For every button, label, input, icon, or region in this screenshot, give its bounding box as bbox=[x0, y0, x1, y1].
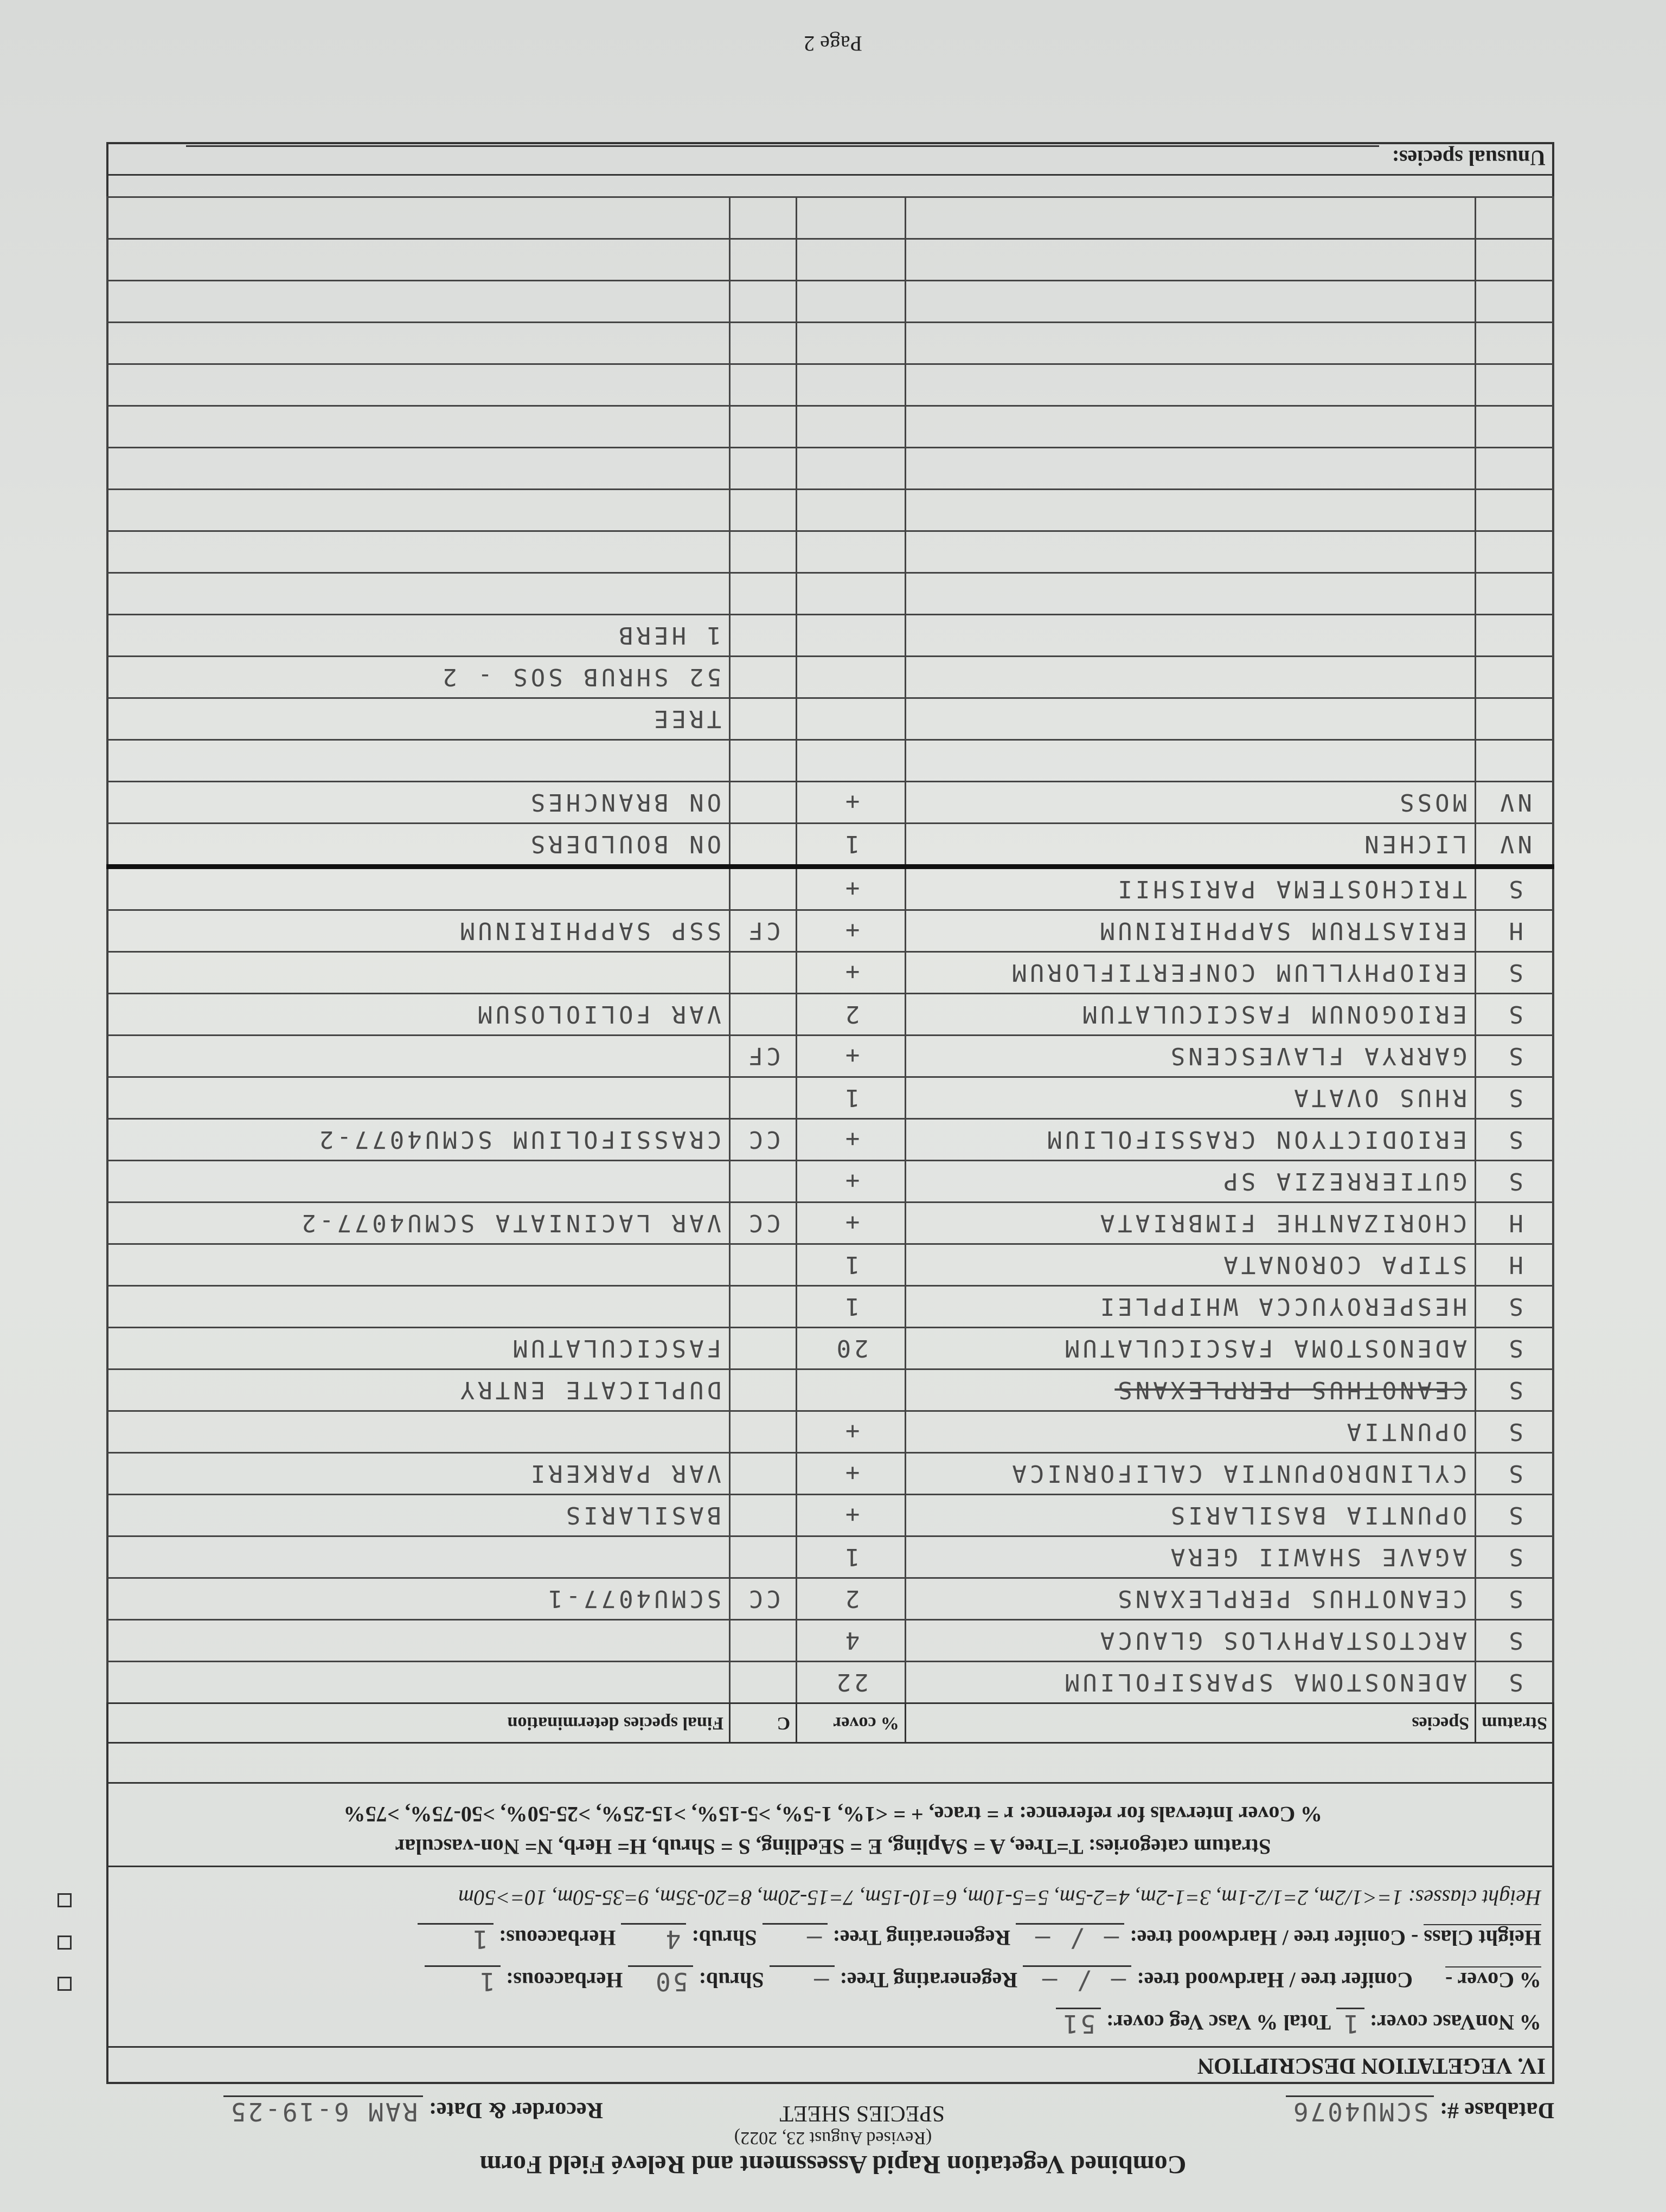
table-row bbox=[107, 364, 1554, 406]
table-row bbox=[107, 1536, 1554, 1578]
cover-cell[interactable]: + bbox=[797, 1161, 906, 1203]
final-determination-cell[interactable]: SSP SAPPHIRINUM bbox=[107, 910, 730, 952]
final-determination-cell[interactable] bbox=[107, 1077, 730, 1119]
final-determination-cell[interactable]: TREE bbox=[107, 698, 730, 740]
c-cell[interactable] bbox=[730, 1620, 797, 1662]
c-cell[interactable] bbox=[730, 1244, 797, 1286]
final-determination-cell[interactable]: ON BRANCHES bbox=[107, 782, 730, 824]
species-cell[interactable]: ADENOSTOMA FASCICULATUM bbox=[906, 1328, 1476, 1369]
species-cell[interactable]: MOSS bbox=[906, 782, 1476, 824]
separator-line bbox=[106, 1782, 1554, 1784]
stratum-cell[interactable]: S bbox=[1476, 994, 1554, 1036]
final-determination-cell[interactable] bbox=[107, 1244, 730, 1286]
cover-cell[interactable]: 2 bbox=[797, 994, 906, 1036]
nonvasc-label: % NonVasc cover: bbox=[1369, 2010, 1541, 2035]
table-row bbox=[107, 197, 1554, 239]
cover-cell[interactable]: + bbox=[797, 1119, 906, 1161]
final-determination-cell[interactable]: SCMU4077-1 bbox=[107, 1578, 730, 1620]
species-cell[interactable]: ARCTOSTAPHYLOS GLAUCA bbox=[906, 1620, 1476, 1662]
header-cover: % cover bbox=[797, 1703, 906, 1743]
table-row bbox=[107, 615, 1554, 657]
species-cell[interactable] bbox=[906, 490, 1476, 531]
final-determination-cell[interactable] bbox=[107, 573, 730, 615]
cover-cell[interactable]: 22 bbox=[797, 1662, 906, 1703]
stratum-cell[interactable]: S bbox=[1476, 1536, 1554, 1578]
cover-cell[interactable]: 20 bbox=[797, 1328, 906, 1369]
final-determination-cell[interactable] bbox=[107, 1662, 730, 1703]
cover-cell[interactable]: + bbox=[797, 952, 906, 994]
stratum-cell[interactable]: S bbox=[1476, 1077, 1554, 1119]
final-determination-cell[interactable]: BASILARIS bbox=[107, 1495, 730, 1536]
species-cell[interactable]: CEANOTHUS PERPLEXANS bbox=[906, 1578, 1476, 1620]
species-cell[interactable] bbox=[906, 364, 1476, 406]
final-determination-cell[interactable] bbox=[107, 867, 730, 910]
c-cell[interactable] bbox=[730, 1161, 797, 1203]
cover-cell[interactable] bbox=[797, 406, 906, 448]
table-row bbox=[107, 1286, 1554, 1328]
cover-cell[interactable]: + bbox=[797, 1453, 906, 1495]
c-cell[interactable] bbox=[730, 867, 797, 910]
cover-cell[interactable] bbox=[797, 698, 906, 740]
cover-cell[interactable]: 1 bbox=[797, 1536, 906, 1578]
stratum-cell[interactable] bbox=[1476, 197, 1554, 239]
cover-cell[interactable]: 1 bbox=[797, 1244, 906, 1286]
cover-cell[interactable] bbox=[797, 615, 906, 657]
final-determination-cell[interactable]: VAR FOLIOLOSUM bbox=[107, 994, 730, 1036]
c-cell[interactable] bbox=[730, 615, 797, 657]
stratum-cell[interactable] bbox=[1476, 531, 1554, 573]
species-cell[interactable]: GARRYA FLAVESCENS bbox=[906, 1036, 1476, 1077]
final-determination-cell[interactable] bbox=[107, 448, 730, 490]
cover-cell[interactable]: + bbox=[797, 1203, 906, 1244]
cover-cell[interactable] bbox=[797, 281, 906, 323]
stratum-cell[interactable]: S bbox=[1476, 1328, 1554, 1369]
species-cell[interactable]: ADENOSTOMA SPARSIFOLIUM bbox=[906, 1662, 1476, 1703]
c-cell[interactable] bbox=[730, 1369, 797, 1411]
c-cell[interactable]: CC bbox=[730, 1119, 797, 1161]
stratum-cell[interactable]: H bbox=[1476, 1244, 1554, 1286]
final-determination-cell[interactable] bbox=[107, 490, 730, 531]
table-row bbox=[107, 1161, 1554, 1203]
stratum-cell[interactable]: S bbox=[1476, 1161, 1554, 1203]
c-cell[interactable] bbox=[730, 1077, 797, 1119]
cover-cell[interactable] bbox=[797, 364, 906, 406]
database-field bbox=[1286, 2095, 1554, 2126]
stratum-cell[interactable]: S bbox=[1476, 1286, 1554, 1328]
species-sheet-label: SPECIES SHEET bbox=[779, 2101, 945, 2126]
final-determination-cell[interactable]: 1 HERB bbox=[107, 615, 730, 657]
cover-label: % Cover - bbox=[1445, 1966, 1541, 1993]
final-determination-cell[interactable]: ON BOULDERS bbox=[107, 824, 730, 867]
cover-cell[interactable]: + bbox=[797, 1036, 906, 1077]
stratum-cell[interactable] bbox=[1476, 573, 1554, 615]
height-shrub-label: Shrub: bbox=[691, 1926, 757, 1950]
table-row bbox=[107, 824, 1554, 867]
table-row bbox=[107, 1369, 1554, 1411]
cover-cell[interactable]: + bbox=[797, 782, 906, 824]
cover-cell[interactable] bbox=[797, 573, 906, 615]
cover-cell[interactable]: 2 bbox=[797, 1578, 906, 1620]
final-determination-cell[interactable] bbox=[107, 281, 730, 323]
final-determination-cell[interactable]: DUPLICATE ENTRY bbox=[107, 1369, 730, 1411]
species-cell[interactable]: CEANOTHUS PERPLEXANS bbox=[906, 1369, 1476, 1411]
cover-summary-row bbox=[1056, 2008, 1541, 2039]
c-cell[interactable]: CC bbox=[730, 1578, 797, 1620]
total-value[interactable]: 51 bbox=[1056, 2008, 1101, 2039]
recorder-field bbox=[223, 2095, 603, 2126]
cover-cell[interactable]: 1 bbox=[797, 1077, 906, 1119]
species-table bbox=[106, 196, 1554, 1744]
table-row bbox=[107, 1328, 1554, 1369]
species-cell[interactable]: TRICHOSTEMA PARISHII bbox=[906, 867, 1476, 910]
page-number: Page 2 bbox=[804, 31, 862, 56]
stratum-cell[interactable] bbox=[1476, 364, 1554, 406]
header-species: Species bbox=[906, 1703, 1476, 1743]
unusual-species-field[interactable] bbox=[186, 145, 1379, 166]
c-cell[interactable] bbox=[730, 782, 797, 824]
table-row bbox=[107, 657, 1554, 698]
height-regen-label: Regenerating Tree: bbox=[832, 1926, 1011, 1950]
species-cell[interactable] bbox=[906, 531, 1476, 573]
final-determination-cell[interactable]: 52 SHRUB SOS - 2 bbox=[107, 657, 730, 698]
checkbox-3[interactable] bbox=[57, 1893, 72, 1907]
cover-cell[interactable] bbox=[797, 1369, 906, 1411]
species-cell[interactable] bbox=[906, 281, 1476, 323]
species-cell[interactable] bbox=[906, 657, 1476, 698]
height-label: Height Class bbox=[1424, 1924, 1541, 1951]
c-cell[interactable] bbox=[730, 1411, 797, 1453]
species-cell[interactable]: AGAVE SHAWII GERA bbox=[906, 1536, 1476, 1578]
height-classes-note: Height classes: 1=<1/2m, 2=1/2-1m, 3=1-2m, 4=2-5m, 5=5-10m, 6=10-15m, 7=15-20m, 8=20-35m, 9=35-50m, 10=>50m bbox=[458, 1886, 1541, 1910]
c-cell[interactable] bbox=[730, 1286, 797, 1328]
species-cell[interactable] bbox=[906, 573, 1476, 615]
c-cell[interactable] bbox=[730, 952, 797, 994]
final-determination-cell[interactable] bbox=[107, 406, 730, 448]
c-cell[interactable] bbox=[730, 490, 797, 531]
checkbox-2[interactable] bbox=[57, 1935, 72, 1950]
section-title: IV. VEGETATION DESCRIPTION bbox=[106, 2046, 1554, 2084]
stratum-cell[interactable]: S bbox=[1476, 1119, 1554, 1161]
c-cell[interactable] bbox=[730, 573, 797, 615]
table-row bbox=[107, 1578, 1554, 1620]
cover-cell[interactable] bbox=[797, 239, 906, 281]
c-cell[interactable] bbox=[730, 1453, 797, 1495]
stratum-cell[interactable]: S bbox=[1476, 1036, 1554, 1077]
checkbox-1[interactable] bbox=[57, 1977, 72, 1991]
database-label: Database #: bbox=[1439, 2098, 1554, 2123]
height-herb-value[interactable]: 1 bbox=[418, 1923, 494, 1954]
cover-cell[interactable] bbox=[797, 531, 906, 573]
c-cell[interactable]: CF bbox=[730, 910, 797, 952]
table-row bbox=[107, 1495, 1554, 1536]
c-cell[interactable] bbox=[730, 531, 797, 573]
table-row bbox=[107, 1077, 1554, 1119]
cover-row bbox=[425, 1965, 1541, 1996]
height-conifer-label: - Conifer tree / Hardwood tree: bbox=[1130, 1926, 1419, 1950]
table-row bbox=[107, 867, 1554, 910]
table-row bbox=[107, 740, 1554, 782]
species-cell[interactable] bbox=[906, 406, 1476, 448]
c-cell[interactable] bbox=[730, 448, 797, 490]
cover-cell[interactable]: + bbox=[797, 910, 906, 952]
cover-conifer-label: Conifer tree / Hardwood tree: bbox=[1137, 1968, 1413, 1992]
species-cell[interactable]: CYLINDROPUNTIA CALIFORNICA bbox=[906, 1453, 1476, 1495]
final-determination-cell[interactable]: FASCICULATUM bbox=[107, 1328, 730, 1369]
stratum-cell[interactable]: S bbox=[1476, 1662, 1554, 1703]
database-value[interactable]: SCMU4076 bbox=[1286, 2095, 1434, 2126]
cover-cell[interactable]: + bbox=[797, 1411, 906, 1453]
table-row bbox=[107, 994, 1554, 1036]
stratum-cell[interactable]: S bbox=[1476, 1578, 1554, 1620]
species-cell[interactable] bbox=[906, 323, 1476, 364]
cover-regen-value[interactable]: – bbox=[770, 1965, 835, 1996]
species-cell[interactable]: ERIODICTYON CRASSIFOLIUM bbox=[906, 1119, 1476, 1161]
table-row bbox=[107, 1203, 1554, 1244]
cover-cell[interactable]: + bbox=[797, 867, 906, 910]
cover-herb-label: Herbaceous: bbox=[505, 1968, 623, 1992]
cover-shrub-value[interactable]: 50 bbox=[629, 1965, 694, 1996]
c-cell[interactable] bbox=[730, 740, 797, 782]
cover-cell[interactable] bbox=[797, 448, 906, 490]
c-cell[interactable]: CC bbox=[730, 1203, 797, 1244]
table-row bbox=[107, 1662, 1554, 1703]
cover-cell[interactable]: 1 bbox=[797, 824, 906, 867]
final-determination-cell[interactable]: CRASSIFOLIUM SCMU4077-2 bbox=[107, 1119, 730, 1161]
c-cell[interactable] bbox=[730, 1662, 797, 1703]
final-determination-cell[interactable] bbox=[107, 197, 730, 239]
unusual-species-row bbox=[106, 142, 1554, 176]
final-determination-cell[interactable] bbox=[107, 323, 730, 364]
cover-cell[interactable] bbox=[797, 740, 906, 782]
species-cell[interactable] bbox=[906, 615, 1476, 657]
final-determination-cell[interactable]: VAR PARKERI bbox=[107, 1453, 730, 1495]
table-row bbox=[107, 239, 1554, 281]
stratum-cell[interactable]: S bbox=[1476, 1453, 1554, 1495]
cover-regen-label: Regenerating Tree: bbox=[840, 1968, 1018, 1992]
species-cell[interactable]: GUTIERREZIA SP bbox=[906, 1161, 1476, 1203]
table-row bbox=[107, 1036, 1554, 1077]
table-row bbox=[107, 531, 1554, 573]
recorder-value[interactable]: RAM 6-19-25 bbox=[223, 2095, 424, 2126]
form-revised: (Revised August 23, 2022) bbox=[734, 2128, 932, 2148]
c-cell[interactable] bbox=[730, 364, 797, 406]
stratum-cell[interactable]: NV bbox=[1476, 824, 1554, 867]
table-row bbox=[107, 323, 1554, 364]
species-cell[interactable] bbox=[906, 448, 1476, 490]
species-cell[interactable]: CHORIZANTHE FIMBRIATA bbox=[906, 1203, 1476, 1244]
table-row bbox=[107, 1411, 1554, 1453]
table-row bbox=[107, 573, 1554, 615]
c-cell[interactable] bbox=[730, 406, 797, 448]
cover-shrub-label: Shrub: bbox=[699, 1968, 764, 1992]
species-cell[interactable]: HESPEROYUCCA WHIPPLEI bbox=[906, 1286, 1476, 1328]
c-cell[interactable] bbox=[730, 239, 797, 281]
cover-cell[interactable] bbox=[797, 323, 906, 364]
table-row bbox=[107, 782, 1554, 824]
species-cell[interactable]: ERIASTRUM SAPPHIRINUM bbox=[906, 910, 1476, 952]
header-c: C bbox=[730, 1703, 797, 1743]
c-cell[interactable] bbox=[730, 698, 797, 740]
final-determination-cell[interactable] bbox=[107, 1620, 730, 1662]
c-cell[interactable]: CF bbox=[730, 1036, 797, 1077]
c-cell[interactable] bbox=[730, 994, 797, 1036]
c-cell[interactable] bbox=[730, 281, 797, 323]
table-row bbox=[107, 1244, 1554, 1286]
species-cell[interactable]: LICHEN bbox=[906, 824, 1476, 867]
final-determination-cell[interactable] bbox=[107, 1536, 730, 1578]
species-cell[interactable]: STIPA CORONATA bbox=[906, 1244, 1476, 1286]
stratum-cell[interactable]: S bbox=[1476, 867, 1554, 910]
table-row bbox=[107, 1620, 1554, 1662]
cover-cell[interactable]: + bbox=[797, 1495, 906, 1536]
species-cell[interactable]: ERIOPHYLLUM CONFERTIFLORUM bbox=[906, 952, 1476, 994]
cover-intervals-note: % Cover Intervals for reference: r = trace, + = <1%, 1-5%, >5-15%, >15-25%, >25-50%, >50-75%, >75% bbox=[343, 1802, 1323, 1827]
header-stratum: Stratum bbox=[1476, 1703, 1554, 1743]
recorder-label: Recorder & Date: bbox=[428, 2098, 603, 2123]
stratum-cell[interactable]: H bbox=[1476, 910, 1554, 952]
stratum-cell[interactable]: H bbox=[1476, 1203, 1554, 1244]
final-determination-cell[interactable] bbox=[107, 1286, 730, 1328]
species-cell[interactable]: OPUNTIA bbox=[906, 1411, 1476, 1453]
table-row bbox=[107, 490, 1554, 531]
species-cell[interactable]: ERIOGONUM FASCICULATUM bbox=[906, 994, 1476, 1036]
stratum-cell[interactable]: S bbox=[1476, 1495, 1554, 1536]
table-row bbox=[107, 406, 1554, 448]
stratum-cell[interactable] bbox=[1476, 615, 1554, 657]
stratum-cell[interactable] bbox=[1476, 698, 1554, 740]
final-determination-cell[interactable] bbox=[107, 1411, 730, 1453]
c-cell[interactable] bbox=[730, 657, 797, 698]
height-shrub-value[interactable]: 4 bbox=[621, 1923, 686, 1954]
separator-line bbox=[106, 1866, 1554, 1867]
stratum-cell[interactable] bbox=[1476, 406, 1554, 448]
cover-cell[interactable] bbox=[797, 657, 906, 698]
c-cell[interactable] bbox=[730, 1536, 797, 1578]
cover-cell[interactable] bbox=[797, 490, 906, 531]
species-cell[interactable] bbox=[906, 239, 1476, 281]
stratum-cell[interactable]: S bbox=[1476, 1411, 1554, 1453]
cover-cell[interactable] bbox=[797, 197, 906, 239]
height-conifer-value[interactable]: – / – bbox=[1016, 1923, 1124, 1954]
height-regen-value[interactable]: – bbox=[762, 1923, 828, 1954]
table-row bbox=[107, 952, 1554, 994]
c-cell[interactable] bbox=[730, 1495, 797, 1536]
final-determination-cell[interactable]: VAR LACINIATA SCMU4077-2 bbox=[107, 1203, 730, 1244]
stratum-cell[interactable]: NV bbox=[1476, 782, 1554, 824]
table-row bbox=[107, 698, 1554, 740]
height-row bbox=[418, 1923, 1541, 1954]
final-determination-cell[interactable] bbox=[107, 531, 730, 573]
table-row bbox=[107, 1453, 1554, 1495]
species-cell[interactable] bbox=[906, 698, 1476, 740]
c-cell[interactable] bbox=[730, 323, 797, 364]
stratum-cell[interactable]: S bbox=[1476, 1369, 1554, 1411]
final-determination-cell[interactable] bbox=[107, 364, 730, 406]
total-label: Total % Vasc Veg cover: bbox=[1106, 2010, 1331, 2035]
final-determination-cell[interactable] bbox=[107, 740, 730, 782]
species-table-header bbox=[107, 1703, 1554, 1743]
stratum-cell[interactable] bbox=[1476, 323, 1554, 364]
stratum-cell[interactable] bbox=[1476, 740, 1554, 782]
stratum-cell[interactable] bbox=[1476, 239, 1554, 281]
form-title: Combined Vegetation Rapid Assessment and Relevé Field Form bbox=[479, 2150, 1187, 2179]
table-row bbox=[107, 910, 1554, 952]
final-determination-cell[interactable] bbox=[107, 952, 730, 994]
table-row bbox=[107, 1119, 1554, 1161]
stratum-cell[interactable]: S bbox=[1476, 952, 1554, 994]
stratum-categories-note: Stratum categories: T=Tree, A = SApling, E = SEedling, S = Shrub, H= Herb, N= Non-vascular bbox=[395, 1835, 1271, 1859]
c-cell[interactable] bbox=[730, 824, 797, 867]
header-final: Final species determination bbox=[107, 1703, 730, 1743]
unusual-species-label: Unusual species: bbox=[1392, 146, 1546, 170]
stratum-cell[interactable] bbox=[1476, 281, 1554, 323]
stratum-cell[interactable] bbox=[1476, 490, 1554, 531]
final-determination-cell[interactable] bbox=[107, 1036, 730, 1077]
stratum-cell[interactable] bbox=[1476, 657, 1554, 698]
species-cell[interactable]: OPUNTIA BASILARIS bbox=[906, 1495, 1476, 1536]
table-row bbox=[107, 281, 1554, 323]
height-herb-label: Herbaceous: bbox=[498, 1926, 616, 1950]
stratum-cell[interactable] bbox=[1476, 448, 1554, 490]
stratum-cell[interactable]: S bbox=[1476, 1620, 1554, 1662]
final-determination-cell[interactable] bbox=[107, 1161, 730, 1203]
table-row bbox=[107, 448, 1554, 490]
species-cell[interactable]: RHUS OVATA bbox=[906, 1077, 1476, 1119]
cover-conifer-value[interactable]: – / – bbox=[1023, 1965, 1131, 1996]
species-cell[interactable] bbox=[906, 197, 1476, 239]
c-cell[interactable] bbox=[730, 1328, 797, 1369]
nonvasc-value[interactable]: 1 bbox=[1336, 2008, 1364, 2039]
final-determination-cell[interactable] bbox=[107, 239, 730, 281]
species-cell[interactable] bbox=[906, 740, 1476, 782]
cover-cell[interactable]: 4 bbox=[797, 1620, 906, 1662]
c-cell[interactable] bbox=[730, 197, 797, 239]
cover-herb-value[interactable]: 1 bbox=[425, 1965, 501, 1996]
cover-cell[interactable]: 1 bbox=[797, 1286, 906, 1328]
